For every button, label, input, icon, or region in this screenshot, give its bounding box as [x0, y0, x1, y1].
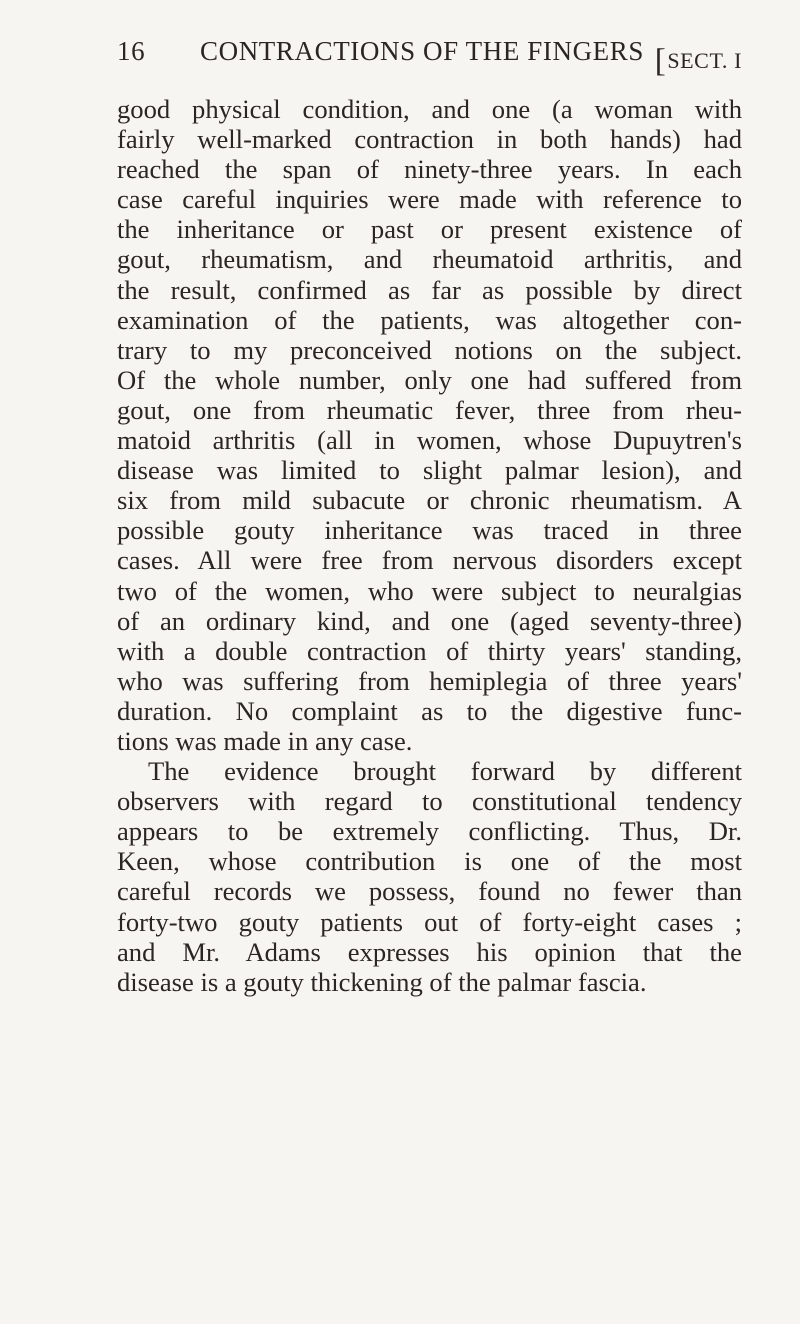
text-line: possible gouty inheritance was traced in three [117, 515, 742, 546]
text-line: observers with regard to constitutional tendency [117, 786, 742, 817]
text-line: Of the whole number, only one had suffered from [117, 364, 742, 395]
text-line: tions was made in any case. [117, 725, 413, 756]
text-line: gout, one from rheumatic fever, three from rheu- [117, 394, 742, 425]
section-bracket: [ [654, 43, 667, 79]
paragraph [117, 94, 742, 756]
text-line: two of the women, who were subject to neuralgias [117, 575, 742, 606]
text-line: gout, rheumatism, and rheumatoid arthritis, and [117, 244, 742, 275]
body-text [117, 94, 742, 997]
text-line: careful records we possess, found no fewer than [117, 876, 742, 907]
text-line: The evidence brought forward by different [148, 756, 742, 787]
chapter-title: CONTRACTIONS OF THE FINGERS [200, 36, 644, 66]
text-line: the result, confirmed as far as possible by direct [117, 274, 742, 305]
text-line: case careful inquiries were made with reference to [117, 184, 742, 215]
text-line: the inheritance or past or present existence of [117, 214, 742, 245]
text-line: fairly well-marked contraction in both hands) had [117, 124, 742, 155]
text-line: trary to my preconceived notions on the subject. [117, 334, 742, 365]
text-line: with a double contraction of thirty years' standing, [117, 635, 742, 666]
running-head [117, 36, 742, 79]
text-line: examination of the patients, was altogether con- [117, 304, 742, 335]
text-line: who was suffering from hemiplegia of three years' [117, 665, 742, 696]
text-line: duration. No complaint as to the digestive func- [117, 695, 742, 726]
text-line: Keen, whose contribution is one of the most [117, 846, 742, 877]
text-line: reached the span of ninety-three years. In each [117, 154, 742, 185]
text-line: six from mild subacute or chronic rheumatism. A [117, 485, 742, 516]
section-text: SECT. I [667, 48, 742, 73]
page-number: 16 [117, 36, 146, 66]
section-label [655, 40, 742, 77]
paragraph [117, 756, 742, 997]
text-line: disease was limited to slight palmar lesion), and [117, 455, 742, 486]
text-line: matoid arthritis (all in women, whose Dupuytren's [117, 425, 742, 456]
text-line: appears to be extremely conflicting. Thus, Dr. [117, 816, 742, 847]
text-line: good physical condition, and one (a woman with [117, 94, 742, 124]
text-line: and Mr. Adams expresses his opinion that the [117, 936, 742, 967]
text-line: cases. All were free from nervous disorders except [117, 545, 742, 576]
text-line: disease is a gouty thickening of the palmar fascia. [117, 966, 647, 997]
text-line: of an ordinary kind, and one (aged seventy-three) [117, 605, 742, 636]
text-line: forty-two gouty patients out of forty-eight cases ; [117, 906, 742, 937]
